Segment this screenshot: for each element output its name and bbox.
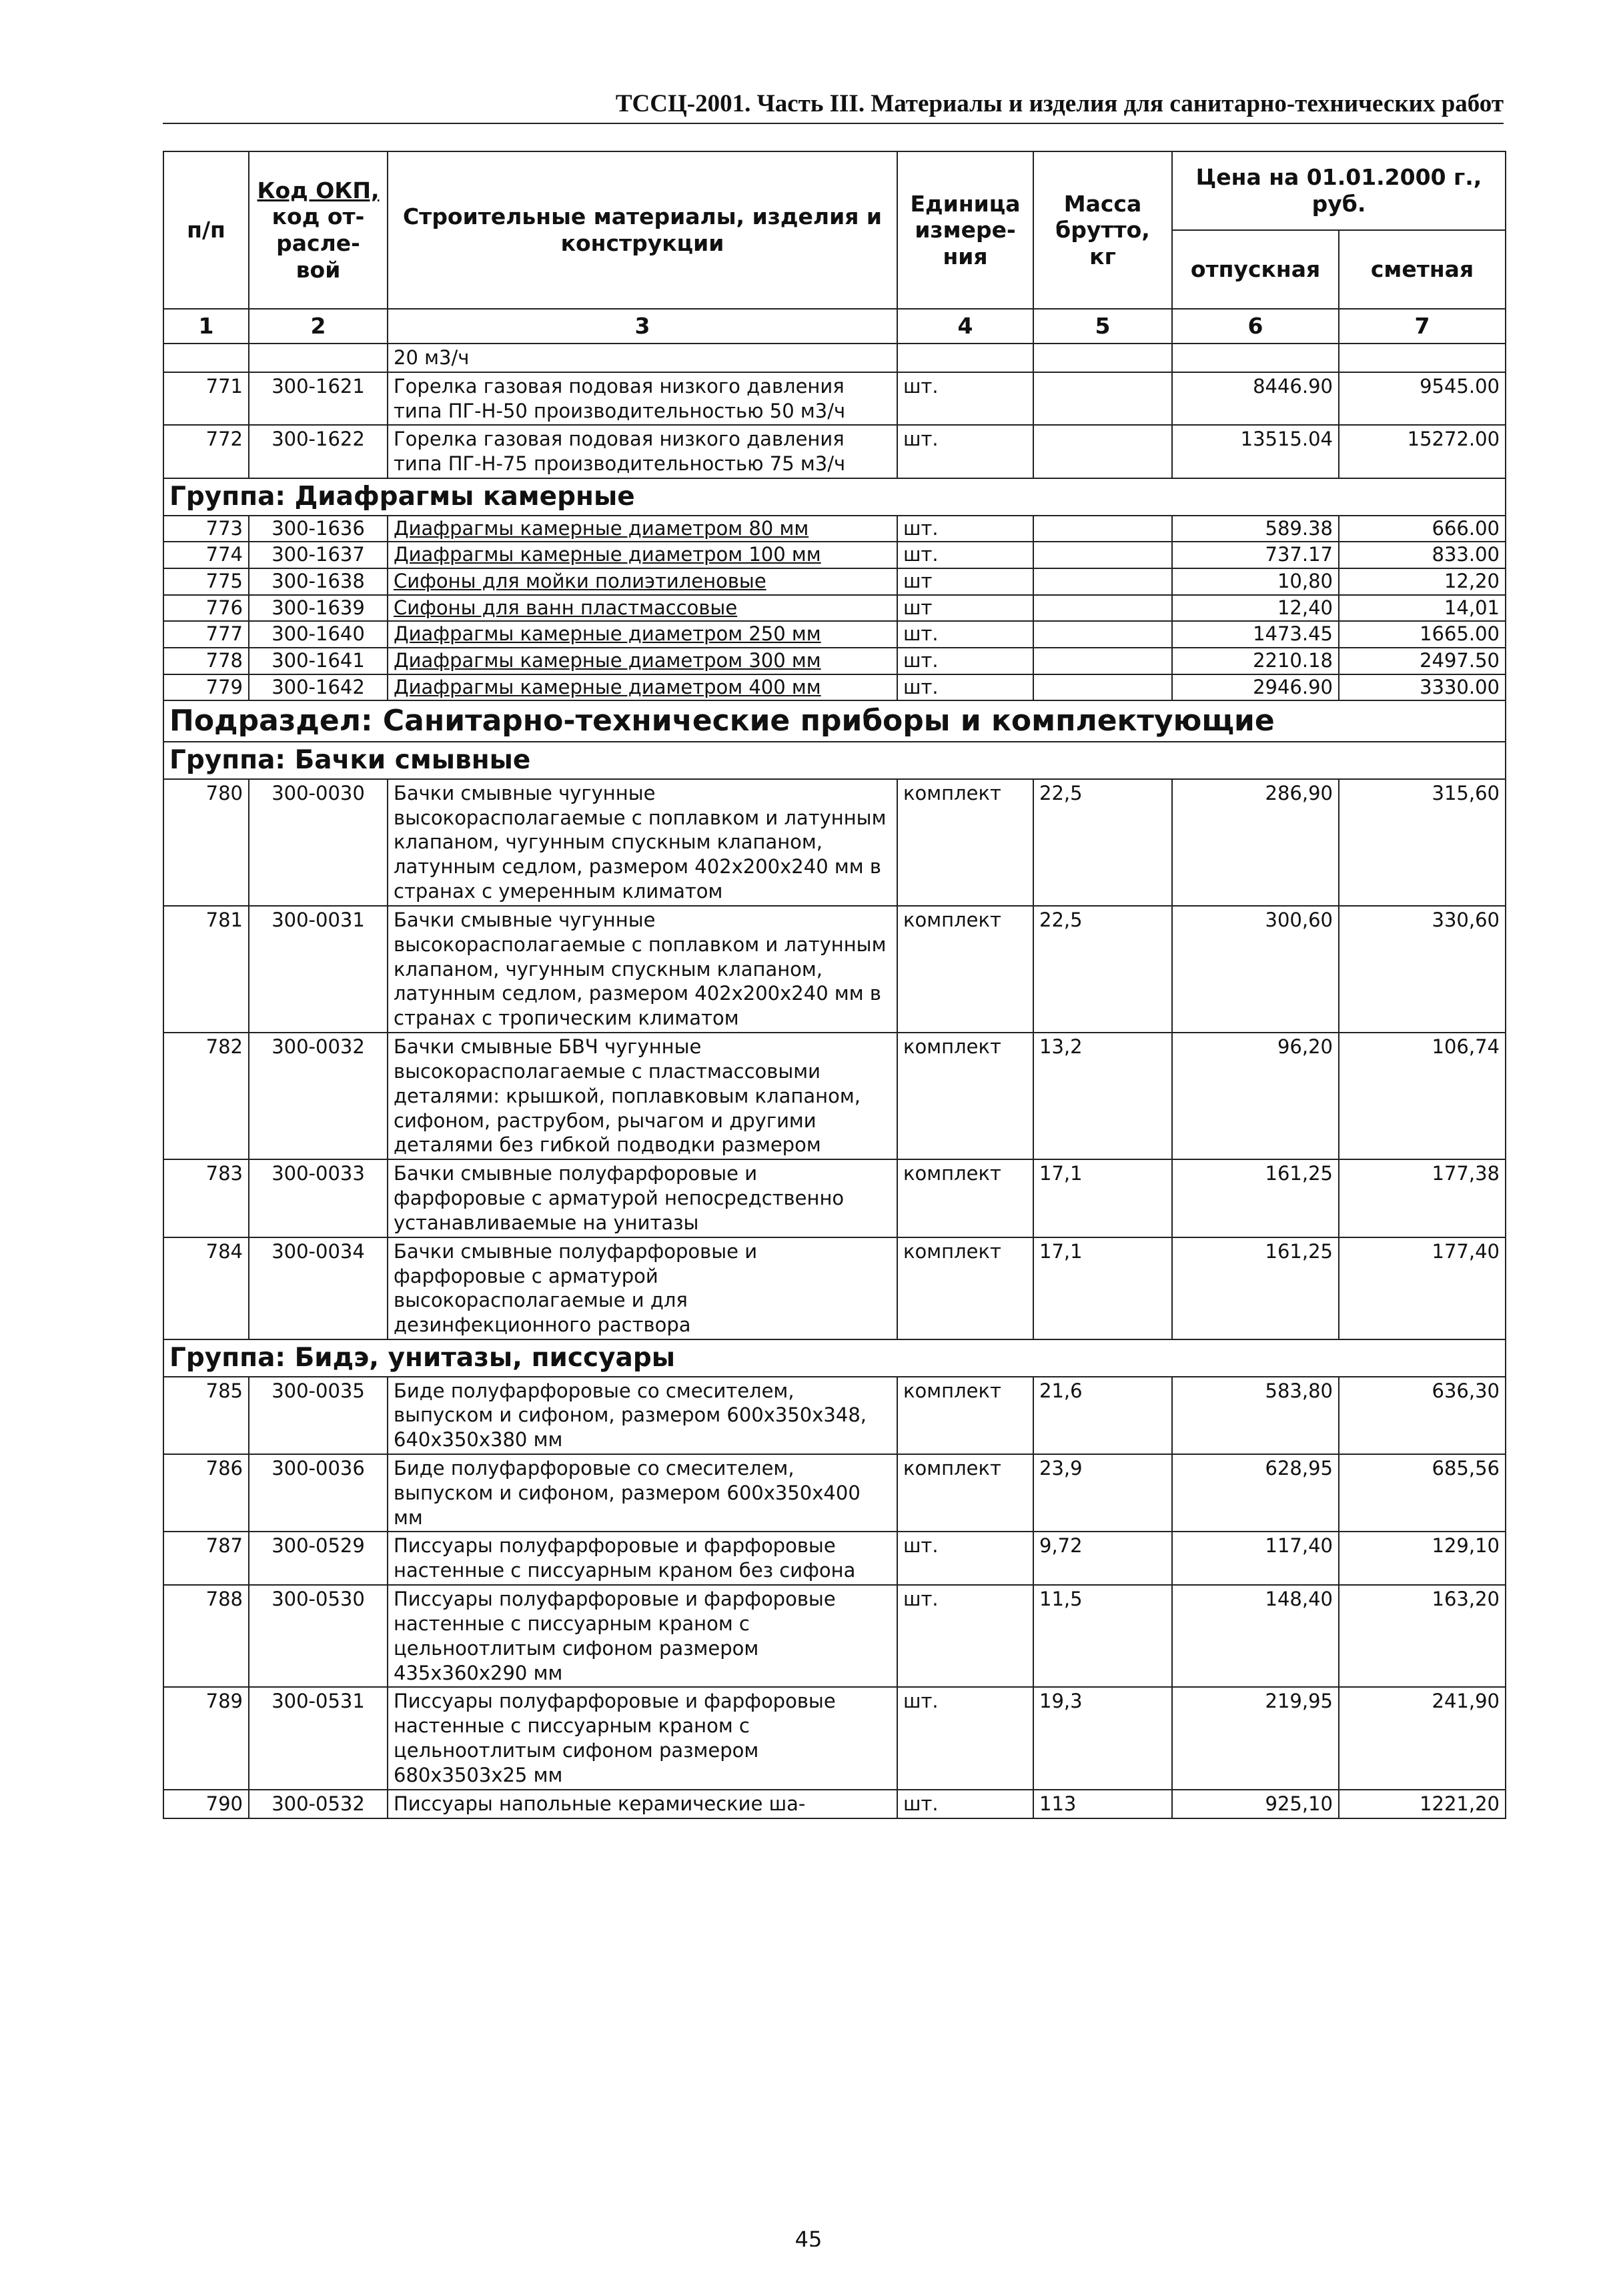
price-estimate: 241,90 [1339, 1687, 1506, 1789]
item-description: Горелка газовая подовая низкого давления типа ПГ-Н-50 производительностью 50 м3/ч [388, 372, 897, 426]
okp-code: 300-1636 [249, 516, 388, 542]
mass [1033, 621, 1172, 648]
price-estimate: 14,01 [1339, 595, 1506, 622]
header-name: Строительные материалы, изделия и конструкции [388, 151, 897, 309]
header-price-release: отпускная [1172, 230, 1339, 309]
item-description: Писсуары полуфарфоровые и фарфоровые настенные с писсуарным краном без сифона [388, 1532, 897, 1585]
table-row [163, 779, 1506, 906]
header-pp: п/п [163, 151, 249, 309]
row-number: 786 [163, 1454, 249, 1532]
continuation-row [163, 344, 1506, 372]
column-number: 3 [388, 309, 897, 344]
price-estimate: 9545.00 [1339, 372, 1506, 426]
mass: 22,5 [1033, 779, 1172, 906]
row-number: 779 [163, 674, 249, 701]
document-title: ТССЦ-2001. Часть III. Материалы и изделия для санитарно-технических работ [615, 90, 1504, 117]
price-release: 628,95 [1172, 1454, 1339, 1532]
price-release: 737.17 [1172, 542, 1339, 568]
okp-code: 300-0032 [249, 1033, 388, 1159]
price-release: 286,90 [1172, 779, 1339, 906]
unit: шт. [897, 1687, 1033, 1789]
group-heading-row [163, 478, 1506, 516]
item-description: Диафрагмы камерные диаметром 400 мм [388, 674, 897, 701]
group-heading: Группа: Диафрагмы камерные [163, 478, 1506, 516]
item-description: Писсуары полуфарфоровые и фарфоровые настенные с писсуарным краном с цельноотлитым сифоном размером 435x360x290 мм [388, 1585, 897, 1687]
mass: 17,1 [1033, 1159, 1172, 1237]
okp-code: 300-0036 [249, 1454, 388, 1532]
table-row [163, 372, 1506, 426]
unit: комплект [897, 779, 1033, 906]
price-release: 219,95 [1172, 1687, 1339, 1789]
table-row [163, 542, 1506, 568]
item-description: Писсуары полуфарфоровые и фарфоровые настенные с писсуарным краном с цельноотлитым сифоном размером 680x3503x25 мм [388, 1687, 897, 1789]
unit: шт. [897, 425, 1033, 478]
okp-code: 300-1639 [249, 595, 388, 622]
price-release: 589.38 [1172, 516, 1339, 542]
price-estimate: 163,20 [1339, 1585, 1506, 1687]
unit: шт. [897, 516, 1033, 542]
okp-code: 300-0035 [249, 1377, 388, 1454]
item-description: Диафрагмы камерные диаметром 100 мм [388, 542, 897, 568]
okp-code: 300-1638 [249, 568, 388, 595]
price-release: 1473.45 [1172, 621, 1339, 648]
row-number: 778 [163, 648, 249, 674]
price-estimate: 666.00 [1339, 516, 1506, 542]
row-number: 789 [163, 1687, 249, 1789]
price-estimate: 636,30 [1339, 1377, 1506, 1454]
okp-code: 300-0529 [249, 1532, 388, 1585]
table-row [163, 621, 1506, 648]
okp-code: 300-1621 [249, 372, 388, 426]
table-row [163, 1790, 1506, 1818]
price-table [163, 151, 1506, 1819]
unit: шт. [897, 621, 1033, 648]
price-estimate: 1665.00 [1339, 621, 1506, 648]
item-description: Бачки смывные чугунные высокорасполагаемые с поплавком и латунным клапаном, чугунным спускным клапаном, латунным седлом, размером 402x200x240 мм в странах с тропическим климатом [388, 906, 897, 1033]
table-header [163, 151, 1506, 309]
okp-code: 300-0532 [249, 1790, 388, 1818]
page-header [163, 85, 1504, 124]
header-code-rest: код от-расле-вой [272, 203, 365, 283]
unit: шт [897, 595, 1033, 622]
unit: комплект [897, 1033, 1033, 1159]
row-number: 776 [163, 595, 249, 622]
unit: комплект [897, 1454, 1033, 1532]
mass [1033, 516, 1172, 542]
row-number: 781 [163, 906, 249, 1033]
row-number: 785 [163, 1377, 249, 1454]
table-row [163, 425, 1506, 478]
okp-code: 300-0031 [249, 906, 388, 1033]
unit: комплект [897, 906, 1033, 1033]
row-number: 783 [163, 1159, 249, 1237]
row-number: 784 [163, 1237, 249, 1339]
table-row [163, 1454, 1506, 1532]
row-number: 772 [163, 425, 249, 478]
okp-code: 300-0030 [249, 779, 388, 906]
unit: шт. [897, 1790, 1033, 1818]
price-estimate: 177,38 [1339, 1159, 1506, 1237]
table-row [163, 674, 1506, 701]
subsection-heading: Подраздел: Санитарно-технические приборы и комплектующие [163, 700, 1506, 742]
table-row [163, 1377, 1506, 1454]
item-description: Диафрагмы камерные диаметром 80 мм [388, 516, 897, 542]
okp-code: 300-0033 [249, 1159, 388, 1237]
price-estimate: 129,10 [1339, 1532, 1506, 1585]
okp-code: 300-1622 [249, 425, 388, 478]
okp-code: 300-0530 [249, 1585, 388, 1687]
okp-code: 300-1637 [249, 542, 388, 568]
price-estimate: 330,60 [1339, 906, 1506, 1033]
table-row [163, 648, 1506, 674]
price-release: 2946.90 [1172, 674, 1339, 701]
price-release: 10,80 [1172, 568, 1339, 595]
price-estimate: 315,60 [1339, 779, 1506, 906]
header-code [249, 151, 388, 309]
row-number: 774 [163, 542, 249, 568]
price-release: 12,40 [1172, 595, 1339, 622]
price-estimate: 3330.00 [1339, 674, 1506, 701]
mass [1033, 542, 1172, 568]
okp-code: 300-1640 [249, 621, 388, 648]
mass: 9,72 [1033, 1532, 1172, 1585]
item-description: Бачки смывные полуфарфоровые и фарфоровые с арматурой непосредственно устанавливаемые на унитазы [388, 1159, 897, 1237]
okp-code: 300-1642 [249, 674, 388, 701]
mass: 22,5 [1033, 906, 1172, 1033]
unit: шт. [897, 372, 1033, 426]
header-unit: Единица измере-ния [897, 151, 1033, 309]
okp-code: 300-0034 [249, 1237, 388, 1339]
mass: 11,5 [1033, 1585, 1172, 1687]
price-estimate: 177,40 [1339, 1237, 1506, 1339]
price-release: 8446.90 [1172, 372, 1339, 426]
page-number: 45 [794, 2227, 823, 2247]
group-heading-row [163, 742, 1506, 779]
item-description: Писсуары напольные керамические ша- [388, 1790, 897, 1818]
price-release: 13515.04 [1172, 425, 1339, 478]
unit: шт. [897, 648, 1033, 674]
price-estimate: 15272.00 [1339, 425, 1506, 478]
price-release: 583,80 [1172, 1377, 1339, 1454]
item-description: Сифоны для мойки полиэтиленовые [388, 568, 897, 595]
column-number: 7 [1339, 309, 1506, 344]
continuation-text: 20 м3/ч [388, 344, 897, 372]
price-estimate: 1221,20 [1339, 1790, 1506, 1818]
table-row [163, 595, 1506, 622]
price-estimate: 833.00 [1339, 542, 1506, 568]
column-number: 2 [249, 309, 388, 344]
mass: 21,6 [1033, 1377, 1172, 1454]
price-estimate: 12,20 [1339, 568, 1506, 595]
unit: комплект [897, 1159, 1033, 1237]
item-description: Биде полуфарфоровые со смесителем, выпуском и сифоном, размером 600x350x400 мм [388, 1454, 897, 1532]
unit: шт [897, 568, 1033, 595]
table-row [163, 1159, 1506, 1237]
column-number: 4 [897, 309, 1033, 344]
mass: 17,1 [1033, 1237, 1172, 1339]
item-description: Биде полуфарфоровые со смесителем, выпуском и сифоном, размером 600x350x348, 640x350x380 мм [388, 1377, 897, 1454]
mass: 113 [1033, 1790, 1172, 1818]
header-code-top: Код ОКП, [257, 177, 380, 203]
table-row [163, 1237, 1506, 1339]
mass [1033, 595, 1172, 622]
header-mass: Масса брутто, кг [1033, 151, 1172, 309]
table-row [163, 516, 1506, 542]
row-number: 790 [163, 1790, 249, 1818]
column-numbers-row [163, 309, 1506, 344]
price-release: 925,10 [1172, 1790, 1339, 1818]
okp-code: 300-0531 [249, 1687, 388, 1789]
unit: комплект [897, 1377, 1033, 1454]
item-description: Горелка газовая подовая низкого давления типа ПГ-Н-75 производительностью 75 м3/ч [388, 425, 897, 478]
price-estimate: 2497.50 [1339, 648, 1506, 674]
row-number: 777 [163, 621, 249, 648]
row-number: 788 [163, 1585, 249, 1687]
row-number: 773 [163, 516, 249, 542]
price-release: 300,60 [1172, 906, 1339, 1033]
item-description: Бачки смывные чугунные высокорасполагаемые с поплавком и латунным клапаном, чугунным спускным клапаном, латунным седлом, размером 402x200x240 мм в странах с умеренным климатом [388, 779, 897, 906]
row-number: 771 [163, 372, 249, 426]
column-number: 5 [1033, 309, 1172, 344]
mass [1033, 568, 1172, 595]
row-number: 787 [163, 1532, 249, 1585]
price-estimate: 106,74 [1339, 1033, 1506, 1159]
item-description: Сифоны для ванн пластмассовые [388, 595, 897, 622]
column-number: 6 [1172, 309, 1339, 344]
price-release: 2210.18 [1172, 648, 1339, 674]
mass [1033, 372, 1172, 426]
mass: 23,9 [1033, 1454, 1172, 1532]
mass [1033, 648, 1172, 674]
price-release: 117,40 [1172, 1532, 1339, 1585]
price-release: 148,40 [1172, 1585, 1339, 1687]
group-heading: Группа: Бачки смывные [163, 742, 1506, 779]
table-row [163, 1585, 1506, 1687]
header-price-group: Цена на 01.01.2000 г., руб. [1172, 151, 1506, 230]
mass [1033, 674, 1172, 701]
mass: 19,3 [1033, 1687, 1172, 1789]
item-description: Бачки смывные полуфарфоровые и фарфоровые с арматурой высокорасполагаемые и для дезинфекционного раствора [388, 1237, 897, 1339]
unit: шт. [897, 1585, 1033, 1687]
price-release: 161,25 [1172, 1159, 1339, 1237]
item-description: Диафрагмы камерные диаметром 250 мм [388, 621, 897, 648]
unit: шт. [897, 674, 1033, 701]
row-number: 780 [163, 779, 249, 906]
row-number: 775 [163, 568, 249, 595]
subsection-heading-row [163, 700, 1506, 742]
mass: 13,2 [1033, 1033, 1172, 1159]
table-row [163, 1687, 1506, 1789]
mass [1033, 425, 1172, 478]
table-row [163, 906, 1506, 1033]
okp-code: 300-1641 [249, 648, 388, 674]
column-number: 1 [163, 309, 249, 344]
table-row [163, 1532, 1506, 1585]
price-estimate: 685,56 [1339, 1454, 1506, 1532]
row-number: 782 [163, 1033, 249, 1159]
unit: шт. [897, 1532, 1033, 1585]
unit: комплект [897, 1237, 1033, 1339]
unit: шт. [897, 542, 1033, 568]
item-description: Диафрагмы камерные диаметром 300 мм [388, 648, 897, 674]
header-price-estimate: сметная [1339, 230, 1506, 309]
table-body [163, 309, 1506, 1818]
price-release: 96,20 [1172, 1033, 1339, 1159]
price-release: 161,25 [1172, 1237, 1339, 1339]
group-heading-row [163, 1339, 1506, 1377]
table-row [163, 1033, 1506, 1159]
group-heading: Группа: Бидэ, унитазы, писсуары [163, 1339, 1506, 1377]
table-row [163, 568, 1506, 595]
item-description: Бачки смывные БВЧ чугунные высокорасполагаемые с пластмассовыми деталями: крышкой, поплавковым клапаном, сифоном, раструбом, рычагом и другими деталями без гибкой подводки размером [388, 1033, 897, 1159]
